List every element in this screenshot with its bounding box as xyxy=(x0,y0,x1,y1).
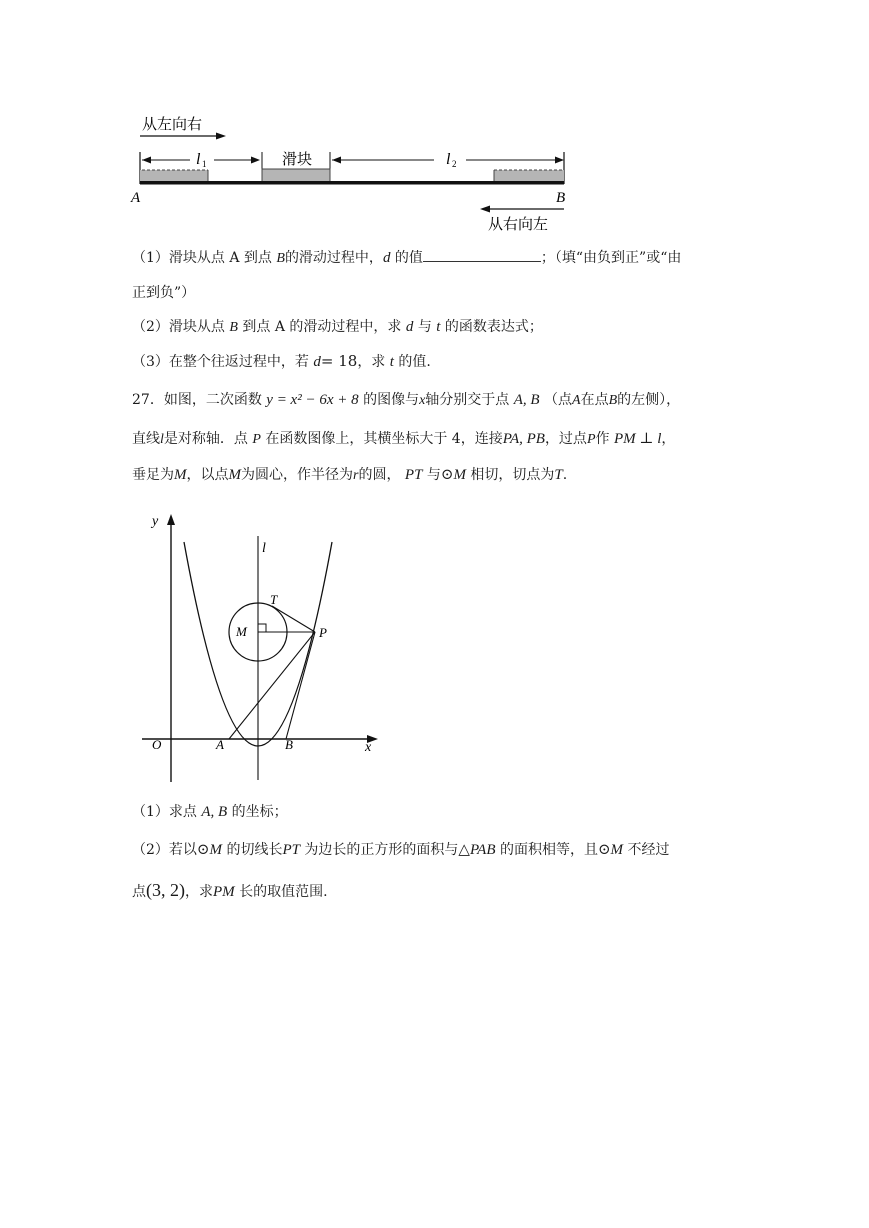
point-m-label: M xyxy=(236,624,247,639)
q26-part1-line2: 正到负”） xyxy=(132,285,196,301)
track xyxy=(140,181,564,185)
right-angle-mark xyxy=(258,624,266,632)
arrow-left-icon xyxy=(480,206,490,213)
l1-subscript: 1 xyxy=(202,159,207,169)
q27-stem-line1: 27．如图，二次函数 y = x² − 6x + 8 的图像与x轴分别交于点 A, B （点A在点B的左侧）， xyxy=(132,392,681,408)
q27-part1: （1）求点 A, B 的坐标； xyxy=(132,804,288,820)
arrow-right-icon xyxy=(216,133,226,140)
q27-stem-line3: 垂足为M，以点M为圆心，作半径为r的圆， PT 与⊙M 相切，切点为T. xyxy=(132,467,568,483)
l1-label: l xyxy=(196,151,201,168)
origin-label: O xyxy=(152,737,162,752)
slider-figure xyxy=(128,108,588,238)
y-axis-label: y xyxy=(152,514,159,529)
point-b-label: B xyxy=(556,190,566,206)
arrow-top-label: 从左向右 xyxy=(142,115,203,133)
slider-label: 滑块 xyxy=(282,150,313,168)
parabola-figure xyxy=(138,508,388,788)
q27-stem-line2: 直线l是对称轴．点 P 在函数图像上，其横坐标大于 4，连接PA, PB，过点P作 PM ⊥ l， xyxy=(132,431,676,447)
slider-block xyxy=(262,169,330,182)
arrow-bottom-label: 从右向左 xyxy=(488,215,549,233)
point-b-label: B xyxy=(285,737,293,752)
q27-part2-line1: （2）若以⊙M 的切线长PT 为边长的正方形的面积与△PAB 的面积相等，且⊙M 不经过 xyxy=(132,842,670,858)
point-a-label: A xyxy=(131,190,141,206)
y-axis-arrow-icon xyxy=(167,514,175,525)
q26-part1-line1: （1）滑块从点 A 到点 B的滑动过程中，d 的值 ；（填“由负到正”或“由 xyxy=(132,247,681,269)
q27-part2-line2: 点(3, 2)，求PM 长的取值范围. xyxy=(132,880,328,900)
left-end-block xyxy=(140,170,208,182)
x-axis-label: x xyxy=(365,740,372,755)
right-end-block xyxy=(494,170,564,182)
q26-part2: （2）滑块从点 B 到点 A 的滑动过程中，求 d 与 t 的函数表达式； xyxy=(132,319,543,335)
q26-part3: （3）在整个往返过程中，若 d= 18，求 t 的值. xyxy=(132,352,431,370)
line-l-label: l xyxy=(262,541,266,556)
l2-label: l xyxy=(446,151,451,168)
l2-subscript: 2 xyxy=(452,159,457,169)
point-t-label: T xyxy=(270,592,278,607)
point-p-label: P xyxy=(319,625,327,640)
point-a-label: A xyxy=(216,737,224,752)
answer-blank[interactable] xyxy=(423,247,541,262)
